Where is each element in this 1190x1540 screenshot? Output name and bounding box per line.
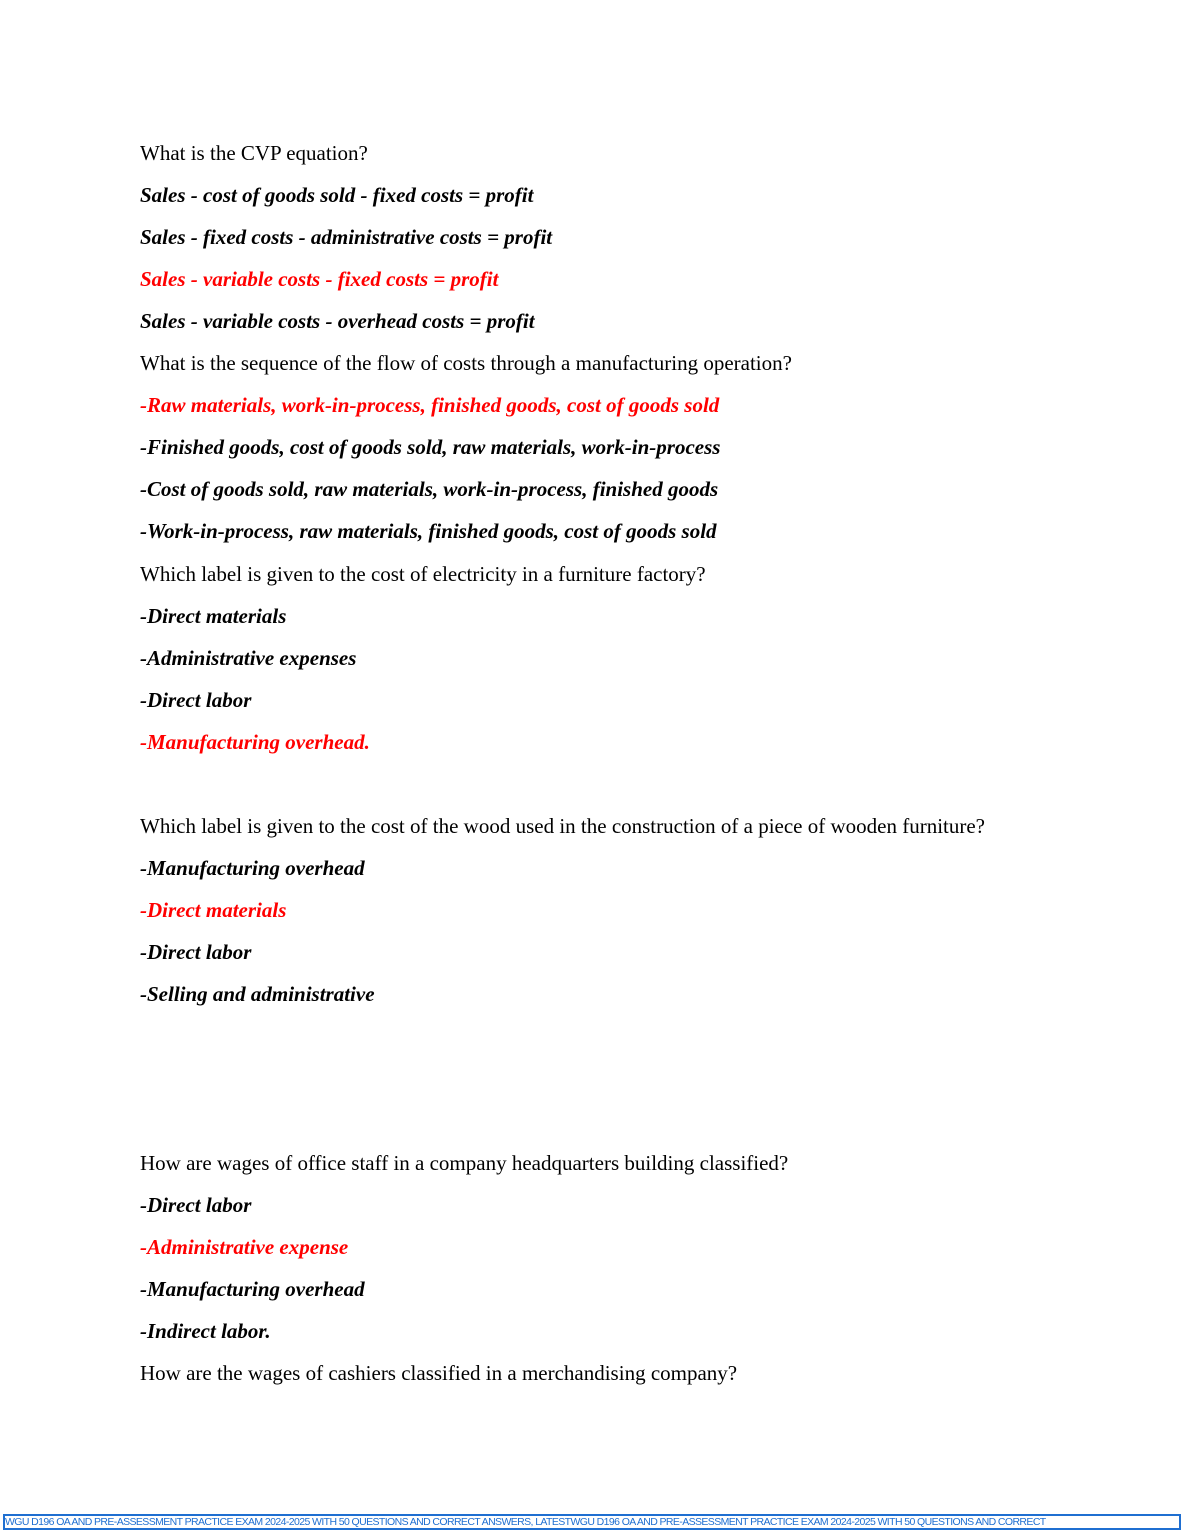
answer-option: -Direct materials bbox=[140, 604, 287, 628]
correct-answer-option: Sales - variable costs - fixed costs = profit bbox=[140, 267, 499, 291]
correct-answer-option: -Direct materials bbox=[140, 898, 287, 922]
question-text: Which label is given to the cost of electricity in a furniture factory? bbox=[140, 562, 706, 586]
answer-option: -Direct labor bbox=[140, 940, 252, 964]
answer-option: -Manufacturing overhead bbox=[140, 1277, 365, 1301]
answer-option: -Finished goods, cost of goods sold, raw materials, work-in-process bbox=[140, 435, 721, 459]
answer-option: -Direct labor bbox=[140, 688, 252, 712]
answer-option: -Cost of goods sold, raw materials, work-in-process, finished goods bbox=[140, 477, 719, 501]
question-text: What is the sequence of the flow of costs through a manufacturing operation? bbox=[140, 351, 792, 375]
answer-option: Sales - fixed costs - administrative costs = profit bbox=[140, 225, 553, 249]
answer-option: -Direct labor bbox=[140, 1193, 252, 1217]
answer-option: -Manufacturing overhead bbox=[140, 856, 365, 880]
correct-answer-option: -Administrative expense bbox=[140, 1235, 349, 1259]
footer-link-banner[interactable]: WGU D196 OA AND PRE-ASSESSMENT PRACTICE EXAM 2024-2025 WITH 50 QUESTIONS AND CORRECT ANSWERS, LATESTWGU D196 OA AND PRE-ASSESSMENT PRACTICE EXAM 2024-2025 WITH 50 QUESTIONS AND CORRECT bbox=[3, 1514, 1181, 1530]
answer-option: -Administrative expenses bbox=[140, 646, 357, 670]
answer-option: -Work-in-process, raw materials, finished goods, cost of goods sold bbox=[140, 519, 717, 543]
answer-option: Sales - cost of goods sold - fixed costs = profit bbox=[140, 183, 534, 207]
answer-option: -Selling and administrative bbox=[140, 982, 375, 1006]
answer-option: -Indirect labor. bbox=[140, 1319, 271, 1343]
question-text: Which label is given to the cost of the wood used in the construction of a piece of wooden furniture? bbox=[140, 814, 986, 838]
question-text: What is the CVP equation? bbox=[140, 141, 368, 165]
correct-answer-option: -Raw materials, work-in-process, finished goods, cost of goods sold bbox=[140, 393, 720, 417]
answer-option: Sales - variable costs - overhead costs = profit bbox=[140, 309, 535, 333]
question-text: How are the wages of cashiers classified in a merchandising company? bbox=[140, 1361, 738, 1385]
correct-answer-option: -Manufacturing overhead. bbox=[140, 730, 370, 754]
question-text: How are wages of office staff in a company headquarters building classified? bbox=[140, 1151, 789, 1175]
